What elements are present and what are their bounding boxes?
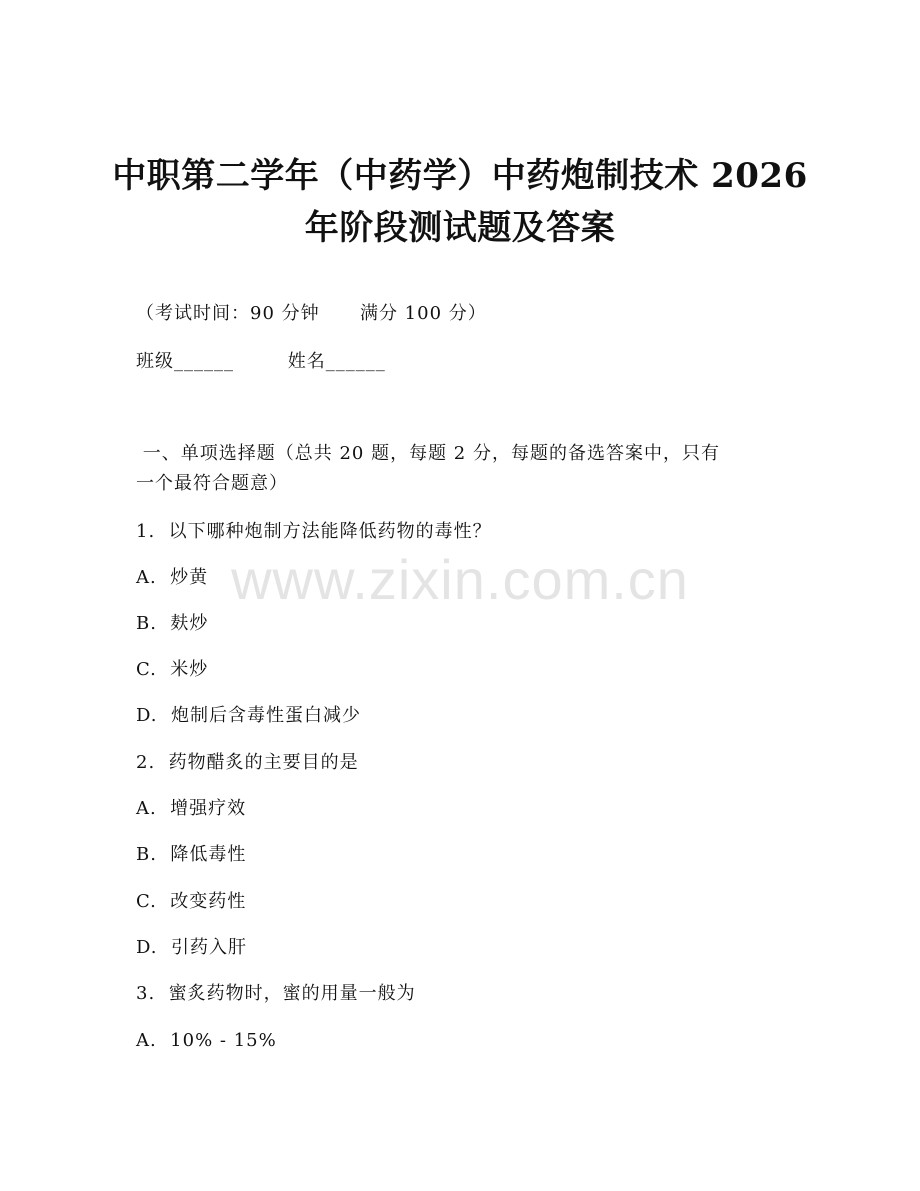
question-option: A. 炒黄 (136, 567, 209, 588)
question-stem: 3. 蜜炙药物时，蜜的用量一般为 (136, 983, 416, 1004)
question-option: B. 麸炒 (136, 613, 209, 634)
document-title-line1: 中职第二学年（中药学）中药炮制技术 2026 (112, 156, 808, 196)
watermark: www.zixin.com.cn (231, 548, 689, 611)
question-option: A. 10% - 15% (136, 1030, 277, 1051)
question-option: C. 改变药性 (136, 891, 247, 912)
section-heading-line2: 一个最符合题意） (136, 473, 288, 494)
question-option: D. 炮制后含毒性蛋白减少 (136, 705, 361, 726)
student-info: 班级______ 姓名______ (136, 351, 386, 372)
exam-info: （考试时间：90 分钟 满分 100 分） (136, 303, 487, 324)
question-stem: 2. 药物醋炙的主要目的是 (136, 752, 359, 773)
question-option: D. 引药入肝 (136, 937, 247, 958)
document-title-line2: 年阶段测试题及答案 (304, 208, 616, 248)
question-stem: 1. 以下哪种炮制方法能降低药物的毒性？ (136, 521, 492, 542)
question-option: A. 增强疗效 (136, 798, 247, 819)
question-option: B. 降低毒性 (136, 844, 247, 865)
question-option: C. 米炒 (136, 659, 209, 680)
section-heading-line1: 一、单项选择题（总共 20 题，每题 2 分，每题的备选答案中，只有 (136, 443, 720, 464)
